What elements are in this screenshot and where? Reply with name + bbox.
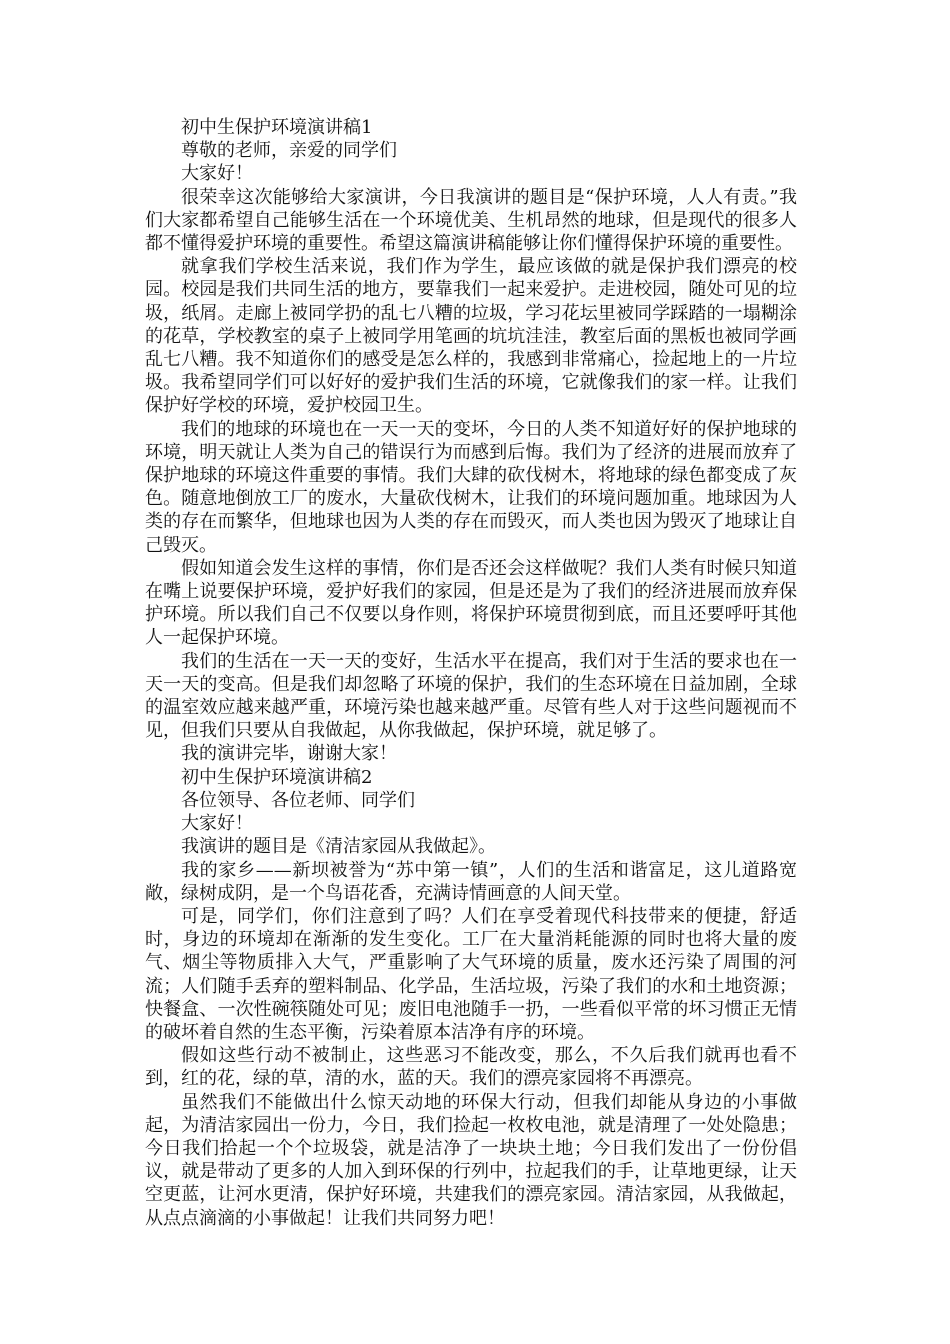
body-paragraph: 我的家乡——新坝被誉为“苏中第一镇”，人们的生活和谐富足，这儿道路宽敞，绿树成阴，是一个鸟语花香，充满诗情画意的人间天堂。 xyxy=(145,859,797,904)
speech-1-closing: 我的演讲完毕，谢谢大家！ xyxy=(181,743,397,765)
speech-2-greeting: 大家好！ xyxy=(181,813,253,835)
body-paragraph: 假如知道会发生这样的事情，你们是否还会这样做呢？我们人类有时候只知道在嘴上说要保护环境，爱护好我们的家园，但是还是为了我们的经济进展而放弃保护环境。所以我们自己不仅要以身作则，将保护环境贯彻到底，而且还要呼吁其他人一起保护环境。 xyxy=(145,557,797,649)
body-paragraph: 我们的生活在一天一天的变好，生活水平在提高，我们对于生活的要求也在一天一天的变高。但是我们却忽略了环境的保护，我们的生态环境在日益加剧，全球的温室效应越来越严重，环境污染也越来越严重。尽管有些人对于这些问题视而不见，但我们只要从自我做起，从你我做起，保护环境，就足够了。 xyxy=(145,650,797,742)
body-paragraph: 假如这些行动不被制止，这些恶习不能改变，那么，不久后我们就再也看不到，红的花，绿的草，清的水，蓝的天。我们的漂亮家园将不再漂亮。 xyxy=(145,1045,797,1090)
body-paragraph: 就拿我们学校生活来说，我们作为学生，最应该做的就是保护我们漂亮的校园。校园是我们共同生活的地方，要靠我们一起来爱护。走进校园，随处可见的垃圾，纸屑。走廊上被同学扔的乱七八糟的垃圾，学习花坛里被同学踩踏的一塌糊涂的花草，学校教室的桌子上被同学用笔画的坑坑洼洼，教室后面的黑板也被同学画乱七八糟。我不知道你们的感受是怎么样的，我感到非常痛心，捡起地上的一片垃圾。我希望同学们可以好好的爱护我们生活的环境，它就像我们的家一样。让我们保护好学校的环境，爱护校园卫生。 xyxy=(145,256,797,417)
speech-1-title: 初中生保护环境演讲稿1 xyxy=(181,117,373,138)
document-body xyxy=(145,116,797,1230)
body-paragraph: 可是，同学们，你们注意到了吗？人们在享受着现代科技带来的便捷，舒适时，身边的环境却在渐渐的发生变化。工厂在大量消耗能源的同时也将大量的废气、烟尘等物质排入大气，严重影响了大气环境的质量，废水还污染了周围的河流；人们随手丢弃的塑料制品、化学品，生活垃圾，污染了我们的水和土地资源；快餐盒、一次性碗筷随处可见；废旧电池随手一扔，一些看似平常的坏习惯正无情的破坏着自然的生态平衡，污染着原本洁净有序的环境。 xyxy=(145,905,797,1043)
body-paragraph: 虽然我们不能做出什么惊天动地的环保大行动，但我们却能从身边的小事做起，为清洁家园出一份力，今日，我们捡起一枚枚电池，就是清理了一处处隐患；今日我们拾起一个个垃圾袋，就是洁净了一块块土地；今日我们发出了一份份倡议，就是带动了更多的人加入到环保的行列中，拉起我们的手，让草地更绿，让天空更蓝，让河水更清，保护好环境，共建我们的漂亮家园。清洁家园，从我做起，从点点滴滴的小事做起！让我们共同努力吧！ xyxy=(145,1091,797,1229)
speech-2-topic: 我演讲的题目是《清洁家园从我做起》。 xyxy=(181,836,496,858)
speech-2-salutation: 各位领导、各位老师、同学们 xyxy=(181,789,415,811)
body-paragraph: 很荣幸这次能够给大家演讲，今日我演讲的题目是“保护环境，人人有责。”我们大家都希望自己能够生活在一个环境优美、生机昂然的地球，但是现代的很多人都不懂得爱护环境的重要性。希望这篇演讲稿能够让你们懂得保护环境的重要性。 xyxy=(145,186,797,255)
speech-1-salutation: 尊敬的老师，亲爱的同学们 xyxy=(181,140,397,162)
speech-2-title: 初中生保护环境演讲稿2 xyxy=(181,766,373,788)
body-paragraph: 我们的地球的环境也在一天一天的变坏，今日的人类不知道好好的保护地球的环境，明天就让人类为自己的错误行为而感到后悔。我们为了经济的进展而放弃了保护地球的环境这件重要的事情。我们大肆的砍伐树木，将地球的绿色都变成了灰色。随意地倒放工厂的废水，大量砍伐树木，让我们的环境问题加重。地球因为人类的存在而繁华，但地球也因为人类的存在而毁灭，而人类也因为毁灭了地球让自己毁灭。 xyxy=(145,418,797,556)
speech-1-greeting: 大家好！ xyxy=(181,163,253,185)
